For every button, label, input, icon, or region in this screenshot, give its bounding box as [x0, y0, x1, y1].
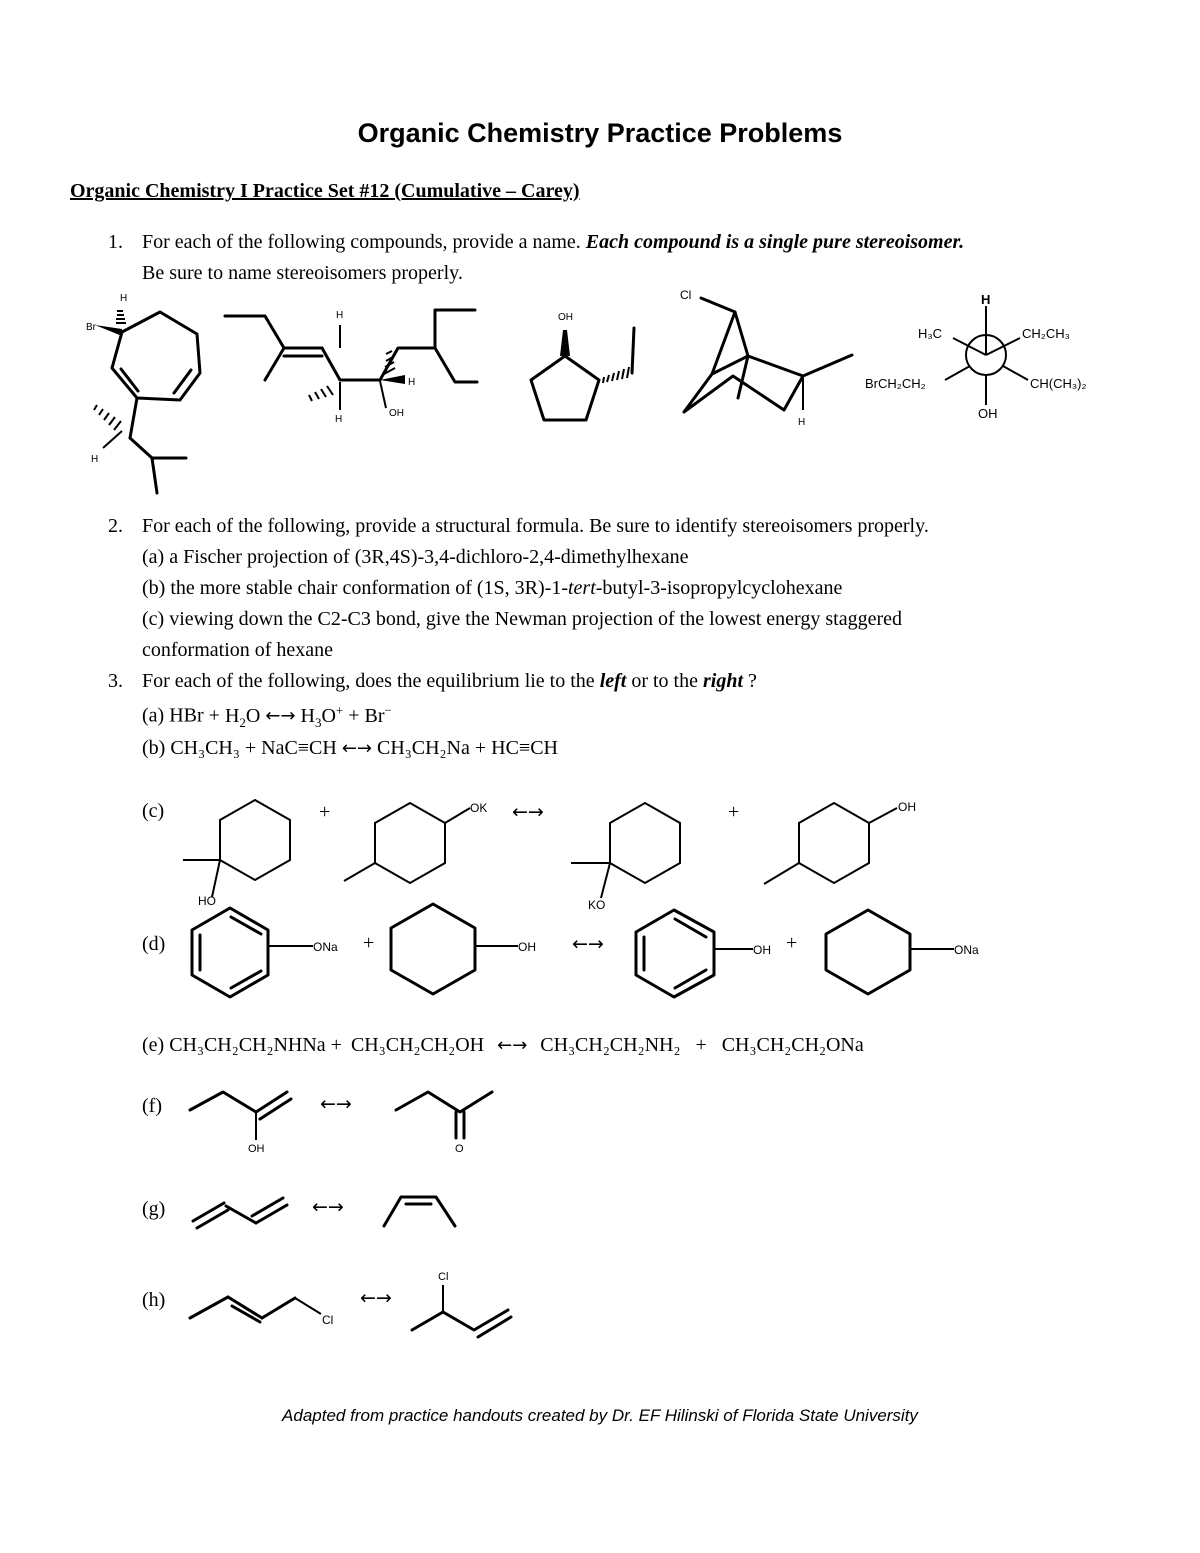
q3-a-hydronium-sup: + [335, 702, 344, 717]
q3-h-cl-label-2: Cl [438, 1271, 449, 1283]
q3-d-ona-label-2: ONa [954, 943, 979, 957]
q3-c-methylcyclohexanol [183, 800, 290, 908]
q3-text-mid: or to the [626, 670, 703, 692]
s1-h-top-label: H [120, 293, 128, 304]
q3-c-label: (c) [142, 800, 165, 822]
q3-a-water-o: O [245, 704, 261, 727]
q3-b-label: (b) [142, 737, 166, 759]
q2-part-c-line1: (c) viewing down the C2-C3 bond, give the Newman projection of the lowest energy staggered [142, 608, 902, 630]
q3-e-product-2: CH₃CH₂CH₂ONa [721, 1034, 864, 1056]
q3-c-oh-label: OH [898, 800, 916, 814]
s5-chch3-label: CH(CH₃)₂ [1030, 376, 1087, 391]
q3-c-methylcyclohexoxide-k [344, 801, 487, 883]
q3-f-enol [190, 1092, 291, 1155]
q3-d-plus-1: + [363, 932, 375, 954]
q3-c-ko-label: KO [588, 898, 606, 912]
q3-h-allyl-chloride [190, 1297, 333, 1327]
s1-h-bottom-label: H [91, 454, 99, 465]
q3-e-reactant-1: CH₃CH₂CH₂NHNa + [169, 1034, 342, 1056]
q1-number: 1. [108, 231, 123, 253]
q3-d-oh-label-2: OH [753, 943, 771, 957]
q3-a-bromide-sup: − [384, 702, 392, 717]
q3-d-oh-label-1: OH [518, 940, 536, 954]
q3-c-ho-label: HO [198, 894, 216, 908]
q3-e-product-1: CH₃CH₂CH₂NH₂ [540, 1034, 681, 1056]
page-title: Organic Chemistry Practice Problems [357, 118, 843, 148]
q3-e-plus: + [695, 1034, 707, 1056]
s5-oh-label: OH [978, 406, 998, 421]
q3-a-hydronium-sub: 3 [314, 714, 322, 730]
q3-a-plus-2: + [348, 704, 360, 727]
s5-ch2ch3-label: CH₂CH₃ [1022, 326, 1070, 341]
q3-f-arrow: ←→ [320, 1093, 352, 1115]
s2-oh-label: OH [389, 408, 404, 419]
q3-e-equation [142, 1034, 864, 1057]
s5-h3c-label: H₃C [918, 326, 943, 341]
s2-h-top-label: H [336, 310, 344, 321]
q3-e-label: (e) [142, 1034, 165, 1056]
q1-text-emphasis: Each compound is a single pure stereoisomer. [585, 231, 965, 253]
q3-f-label: (f) [142, 1095, 162, 1117]
q1-text-plain: For each of the following compounds, provide a name. [142, 231, 586, 253]
q3-a-arrow: ←→ [265, 705, 296, 727]
q3-h-label: (h) [142, 1289, 166, 1311]
s2-h-right-label: H [408, 377, 416, 388]
s2-h-bottom-label: H [335, 414, 343, 425]
q3-text-end: ? [743, 670, 757, 692]
q3-c-plus-2: + [728, 801, 740, 823]
q3-d-sodium-cyclohexoxide [826, 910, 979, 994]
q3-d-label: (d) [142, 933, 166, 955]
q3-b-arrow: ←→ [341, 738, 373, 759]
s1-br-label: Br [86, 322, 96, 333]
q3-d-sodium-phenoxide [192, 908, 338, 997]
q3-c-ok-label: OK [470, 801, 488, 815]
q3-e-arrow: ←→ [497, 1035, 528, 1056]
s5-brch2ch2-label: BrCH₂CH₂ [865, 376, 926, 391]
q3-a-water-h: H [224, 704, 240, 727]
q3-b-lhs: CH₃CH₃ + NaC≡CH [170, 737, 337, 759]
q3-a-hydronium-o: O [321, 704, 336, 727]
q3-a-hbr: HBr [169, 704, 204, 727]
q3-c-methylcyclohexoxide-k-2 [571, 803, 680, 912]
q3-h-chlorobutene [412, 1271, 511, 1337]
q3-g-cyclobutene [384, 1197, 455, 1226]
q3-text-pre: For each of the following, does the equilibrium lie to the [142, 670, 600, 692]
set-heading: Organic Chemistry I Practice Set #12 (Cumulative – Carey) [70, 180, 580, 202]
s4-cl-label: Cl [680, 288, 692, 302]
s5-h-top-label: H [981, 292, 991, 307]
q3-d-plus-2: + [786, 932, 798, 954]
q3-g-label: (g) [142, 1198, 166, 1220]
q3-d-phenol [636, 910, 771, 997]
q2-part-b-pre: (b) the more stable chair conformation of (1S, 3R)-1- [142, 577, 568, 599]
q3-f-oh-label: OH [248, 1143, 265, 1155]
q3-left: left [599, 670, 627, 692]
q3-a-label: (a) [142, 704, 165, 727]
footer-credit: Adapted from practice handouts created by Dr. EF Hilinski of Florida State University [282, 1406, 918, 1425]
q2-part-b-post: -butyl-3-isopropylcyclohexane [595, 577, 843, 599]
q2-part-c-line2: conformation of hexane [142, 639, 334, 661]
q3-h-arrow: ←→ [360, 1287, 392, 1309]
q3-f-ketone [396, 1092, 492, 1155]
q3-right: right [703, 670, 744, 692]
q3-a-hydronium-h: H [300, 704, 315, 727]
q2-part-a: (a) a Fischer projection of (3R,4S)-3,4-dichloro-2,4-dimethylhexane [142, 546, 689, 568]
s3-oh-label: OH [558, 312, 573, 323]
q2-number: 2. [108, 515, 123, 537]
q3-g-butadiene [193, 1198, 287, 1228]
q3-a-plus: + [208, 704, 220, 727]
s4-h-label: H [798, 417, 806, 428]
q3-b-rhs: CH₃CH₂Na + HC≡CH [377, 737, 558, 759]
q3-a-bromide-br: Br [364, 704, 385, 727]
q3-f-o-label: O [455, 1143, 464, 1155]
q3-d-ona-label-1: ONa [313, 940, 338, 954]
q3-c-plus-1: + [319, 801, 331, 823]
q3-d-arrow: ←→ [572, 933, 604, 955]
q3-g-arrow: ←→ [312, 1196, 344, 1218]
q3-number: 3. [108, 670, 123, 692]
q3-c-arrow: ←→ [512, 801, 544, 823]
q3-c-methylcyclohexanol-2 [764, 800, 916, 884]
q1-text-line2: Be sure to name stereoisomers properly. [142, 262, 463, 284]
q3-d-cyclohexanol [391, 904, 536, 994]
q3-a-water-sub: 2 [239, 714, 246, 730]
q3-e-reactant-2: CH₃CH₂CH₂OH [350, 1034, 485, 1056]
q2-part-b-tert: tert [567, 577, 596, 599]
q3-h-cl-label-1: Cl [322, 1313, 334, 1327]
q2-text: For each of the following, provide a structural formula. Be sure to identify stereoisomers properly. [142, 515, 929, 537]
